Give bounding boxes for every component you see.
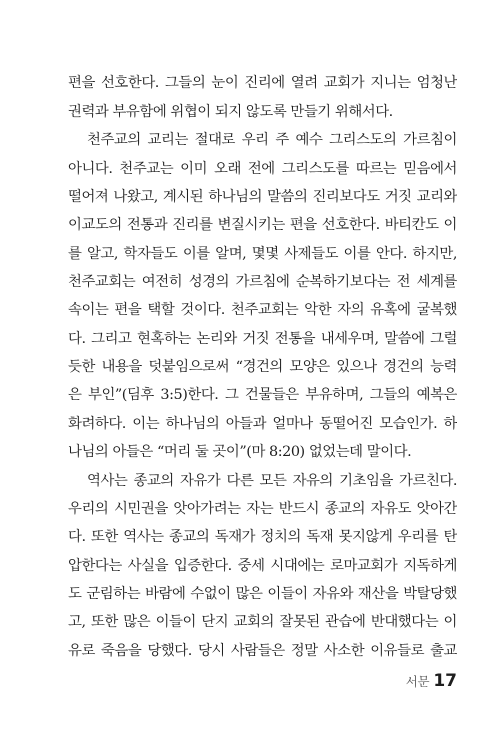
body-line-1: 편을 선호한다. 그들의 눈이 진리에 열려 교회가 지니는 엄청난 (68, 75, 457, 91)
body-line-5: 떨어져 나왔고, 계시된 하나님의 말씀의 진리보다도 거짓 교리와 (68, 189, 457, 205)
body-line-8: 천주교회는 여전히 성경의 가르침에 순복하기보다는 전 세계를 (68, 274, 457, 290)
page-number: 17 (433, 671, 457, 691)
body-line-20: 고, 또한 많은 이들이 단지 교회의 잘못된 관습에 반대했다는 이 (68, 614, 457, 630)
body-line-17: 다. 또한 역사는 종교의 독재가 정치의 독재 못지않게 우리를 탄 (68, 529, 457, 545)
running-footer-section: 서문 (405, 674, 430, 689)
body-line-16: 우리의 시민권을 앗아가려는 자는 반드시 종교의 자유도 앗아간 (68, 501, 457, 517)
body-line-14: 나님의 아들은 “머리 둘 곳이”(마 8:20) 없었는데 말이다. (68, 444, 412, 460)
body-line-10: 다. 그리고 현혹하는 논리와 거짓 전통을 내세우며, 말씀에 그럴 (68, 331, 457, 347)
body-line-13: 화려하다. 이는 하나님의 아들과 얼마나 동떨어진 모습인가. 하 (68, 416, 457, 432)
body-line-21: 유로 죽음을 당했다. 당시 사람들은 정말 사소한 이유들로 출교 (68, 643, 457, 659)
body-line-9: 속이는 편을 택할 것이다. 천주교회는 악한 자의 유혹에 굴복했 (68, 302, 457, 318)
body-line-4: 아니다. 천주교는 이미 오래 전에 그리스도를 따르는 믿음에서 (68, 161, 457, 177)
body-line-15: 역사는 종교의 자유가 다른 모든 자유의 기초임을 가르친다. (87, 473, 457, 489)
body-line-18: 압한다는 사실을 입증한다. 중세 시대에는 로마교회가 지독하게 (68, 558, 457, 574)
body-line-2: 권력과 부유함에 위협이 되지 않도록 만들기 위해서다. (68, 104, 393, 120)
body-line-3: 천주교의 교리는 절대로 우리 주 예수 그리스도의 가르침이 (87, 132, 457, 148)
body-line-6: 이교도의 전통과 진리를 변질시키는 편을 선호한다. 바티칸도 이 (68, 217, 457, 233)
page-footer (393, 671, 457, 695)
body-line-7: 를 알고, 학자들도 이를 알며, 몇몇 사제들도 이를 안다. 하지만, (68, 246, 457, 262)
body-line-11: 듯한 내용을 덧붙임으로써 “경건의 모양은 있으나 경건의 능력 (68, 359, 457, 375)
body-line-19: 도 군림하는 바람에 수없이 많은 이들이 자유와 재산을 박탈당했 (68, 586, 457, 602)
body-line-12: 은 부인”(딤후 3:5)한다. 그 건물들은 부유하며, 그들의 예복은 (68, 387, 457, 403)
